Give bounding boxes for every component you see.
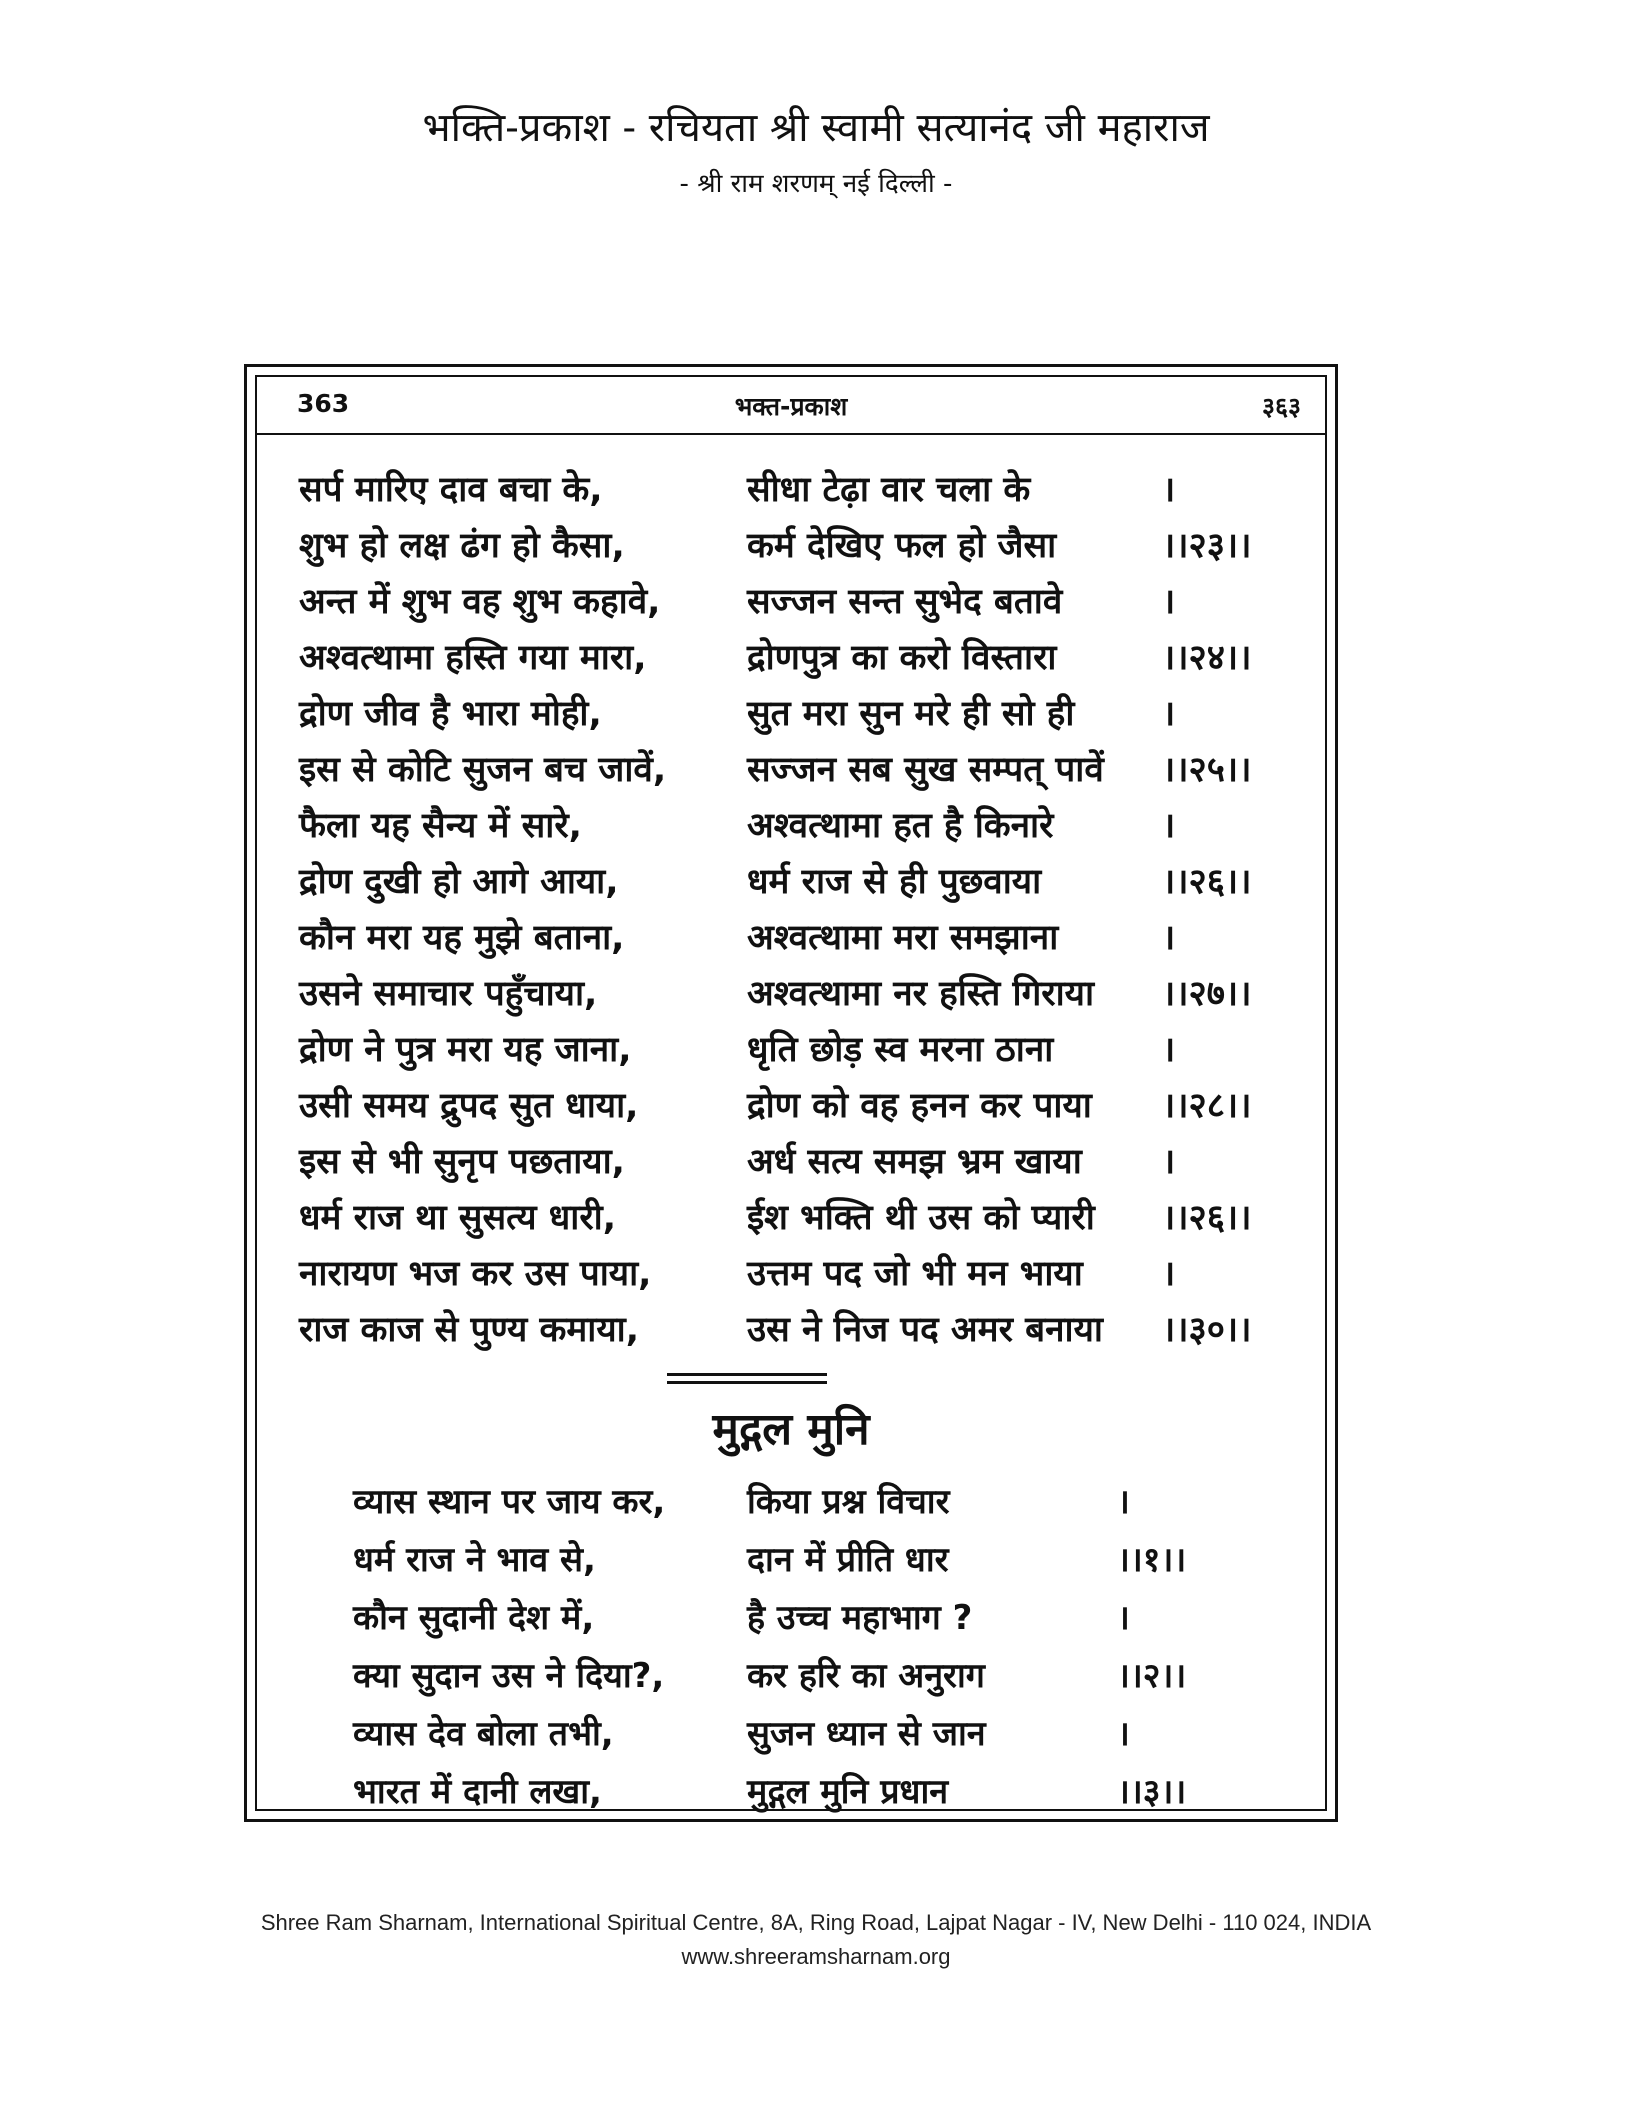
verse-number: ।।२३।। [1162,526,1252,566]
verse-number: ।।२६।। [1162,862,1252,902]
verse-second-half: धृति छोड़ स्व मरना ठाना [747,1030,1054,1070]
doha-second-half: दान में प्रीति धार [747,1540,949,1580]
verse-second-half: अश्वत्थामा नर हस्ति गिराया [747,974,1095,1014]
page-number-right: ३६३ [1261,392,1301,421]
verse-line [257,793,1325,849]
verse-first-half: अश्वत्थामा हस्ति गया मारा, [299,638,647,678]
doha-line [257,1469,1325,1527]
verse-second-half: सज्जन सन्त सुभेद बतावे [747,582,1063,622]
doha-line [257,1527,1325,1585]
verse-first-half: उसने समाचार पहुँचाया, [299,974,598,1014]
verse-second-half: कर्म देखिए फल हो जैसा [747,526,1057,566]
page-inner-border [255,375,1327,1811]
verse-line [257,1129,1325,1185]
doha-second-half: कर हरि का अनुराग [747,1656,985,1696]
verse-second-half: द्रोण को वह हनन कर पाया [747,1086,1092,1126]
verse-line [257,849,1325,905]
verse-number: ।।२८।। [1162,1086,1252,1126]
verse-second-half: सुत मरा सुन मरे ही सो ही [747,694,1075,734]
doha-first-half: कौन सुदानी देश में, [353,1598,595,1638]
verse-first-half: धर्म राज था सुसत्य धारी, [299,1198,617,1238]
verse-number: । [1162,582,1176,622]
verse-first-half: द्रोण दुखी हो आगे आया, [299,862,619,902]
verse-number: । [1162,1254,1176,1294]
verse-line [257,961,1325,1017]
document-subtitle: - श्री राम शरणम् नई दिल्ली - [679,169,953,199]
verse-line [257,569,1325,625]
doha-first-half: व्यास देव बोला तभी, [353,1714,614,1754]
verse-second-half: सज्जन सब सुख सम्पत् पावें [747,750,1104,790]
doha-line [257,1759,1325,1817]
verse-line [257,681,1325,737]
doha-second-half: किया प्रश्न विचार [747,1482,950,1522]
verse-number: ।।२७।। [1162,974,1252,1014]
verse-number: ।।३०।। [1162,1310,1252,1350]
verse-first-half: उसी समय द्रुपद सुत धाया, [299,1086,639,1126]
verse-first-half: राज काज से पुण्य कमाया, [299,1310,640,1350]
verse-first-half: द्रोण जीव है भारा मोही, [299,694,602,734]
verse-first-half: फैला यह सैन्य में सारे, [299,806,582,846]
verse-line [257,1241,1325,1297]
doha-number: । [1117,1482,1130,1522]
document-footer [0,1906,1632,1974]
document-title: भक्ति-प्रकाश - रचियता श्री स्वामी सत्यानंद जी महाराज [422,105,1210,151]
doha-first-half: धर्म राज ने भाव से, [353,1540,596,1580]
verse-first-half: इस से कोटि सुजन बच जावें, [299,750,667,790]
footer-address: Shree Ram Sharnam, International Spiritual Centre, 8A, Ring Road, Lajpat Nagar - IV, New Delhi - 110 024, INDIA [260,1910,1372,1935]
verse-first-half: कौन मरा यह मुझे बताना, [299,918,625,958]
verse-first-half: नारायण भज कर उस पाया, [299,1254,652,1294]
verse-line [257,513,1325,569]
section-title: मुद्गल मुनि [712,1404,870,1455]
running-head [257,377,1325,435]
verse-first-half: सर्प मारिए दाव बचा के, [299,470,603,510]
verse-second-half: द्रोणपुत्र का करो विस्तारा [747,638,1057,678]
verse-number: ।।२४।। [1162,638,1252,678]
verse-line [257,1017,1325,1073]
footer-website: www.shreeramsharnam.org [681,1944,951,1969]
verse-second-half: ईश भक्ति थी उस को प्यारी [747,1198,1095,1238]
doha-second-half: है उच्च महाभाग ? [747,1598,973,1638]
verse-line [257,1185,1325,1241]
doha-number: ।।३।। [1117,1772,1187,1812]
verse-number: । [1162,918,1176,958]
page-number-left: 363 [297,389,350,418]
verse-second-half: अश्वत्थामा मरा समझाना [747,918,1059,958]
doha-first-half: भारत में दानी लखा, [353,1772,602,1812]
verse-second-half: उत्तम पद जो भी मन भाया [747,1254,1083,1294]
verse-first-half: शुभ हो लक्ष ढंग हो कैसा, [299,526,625,566]
scanned-page-frame [244,364,1338,1822]
verse-first-half: द्रोण ने पुत्र मरा यह जाना, [299,1030,632,1070]
verse-second-half: अर्ध सत्य समझ भ्रम खाया [747,1142,1082,1182]
verse-second-half: उस ने निज पद अमर बनाया [747,1310,1103,1350]
verse-line [257,625,1325,681]
verse-number: । [1162,694,1176,734]
verse-number: । [1162,1030,1176,1070]
verse-number: । [1162,806,1176,846]
verse-number: ।।२६।। [1162,1198,1252,1238]
doha-second-half: सुजन ध्यान से जान [747,1714,986,1754]
doha-first-half: व्यास स्थान पर जाय कर, [353,1482,666,1522]
verse-line [257,737,1325,793]
verse-second-half: सीधा टेढ़ा वार चला के [747,470,1031,510]
doha-line [257,1585,1325,1643]
verse-line [257,1073,1325,1129]
doha-number: ।।२।। [1117,1656,1187,1696]
verse-second-half: धर्म राज से ही पुछवाया [747,862,1042,902]
doha-second-half: मुद्गल मुनि प्रधान [747,1772,949,1812]
verse-number: । [1162,1142,1176,1182]
verse-line [257,905,1325,961]
doha-first-half: क्या सुदान उस ने दिया?, [353,1656,665,1696]
verse-line [257,1297,1325,1353]
doha-line [257,1701,1325,1759]
verse-second-half: अश्वत्थामा हत है किनारे [747,806,1054,846]
section-divider-bottom [667,1381,827,1384]
doha-number: ।।१।। [1117,1540,1187,1580]
verse-number: ।।२५।। [1162,750,1252,790]
doha-line [257,1643,1325,1701]
running-title: भक्त-प्रकाश [734,392,848,421]
section-divider-top [667,1373,827,1376]
verse-first-half: इस से भी सुनृप पछताया, [299,1142,625,1182]
verse-line [257,457,1325,513]
verse-first-half: अन्त में शुभ वह शुभ कहावे, [299,582,661,622]
doha-number: । [1117,1714,1130,1754]
document-header [0,100,1632,204]
doha-number: । [1117,1598,1130,1638]
verse-number: । [1162,470,1176,510]
